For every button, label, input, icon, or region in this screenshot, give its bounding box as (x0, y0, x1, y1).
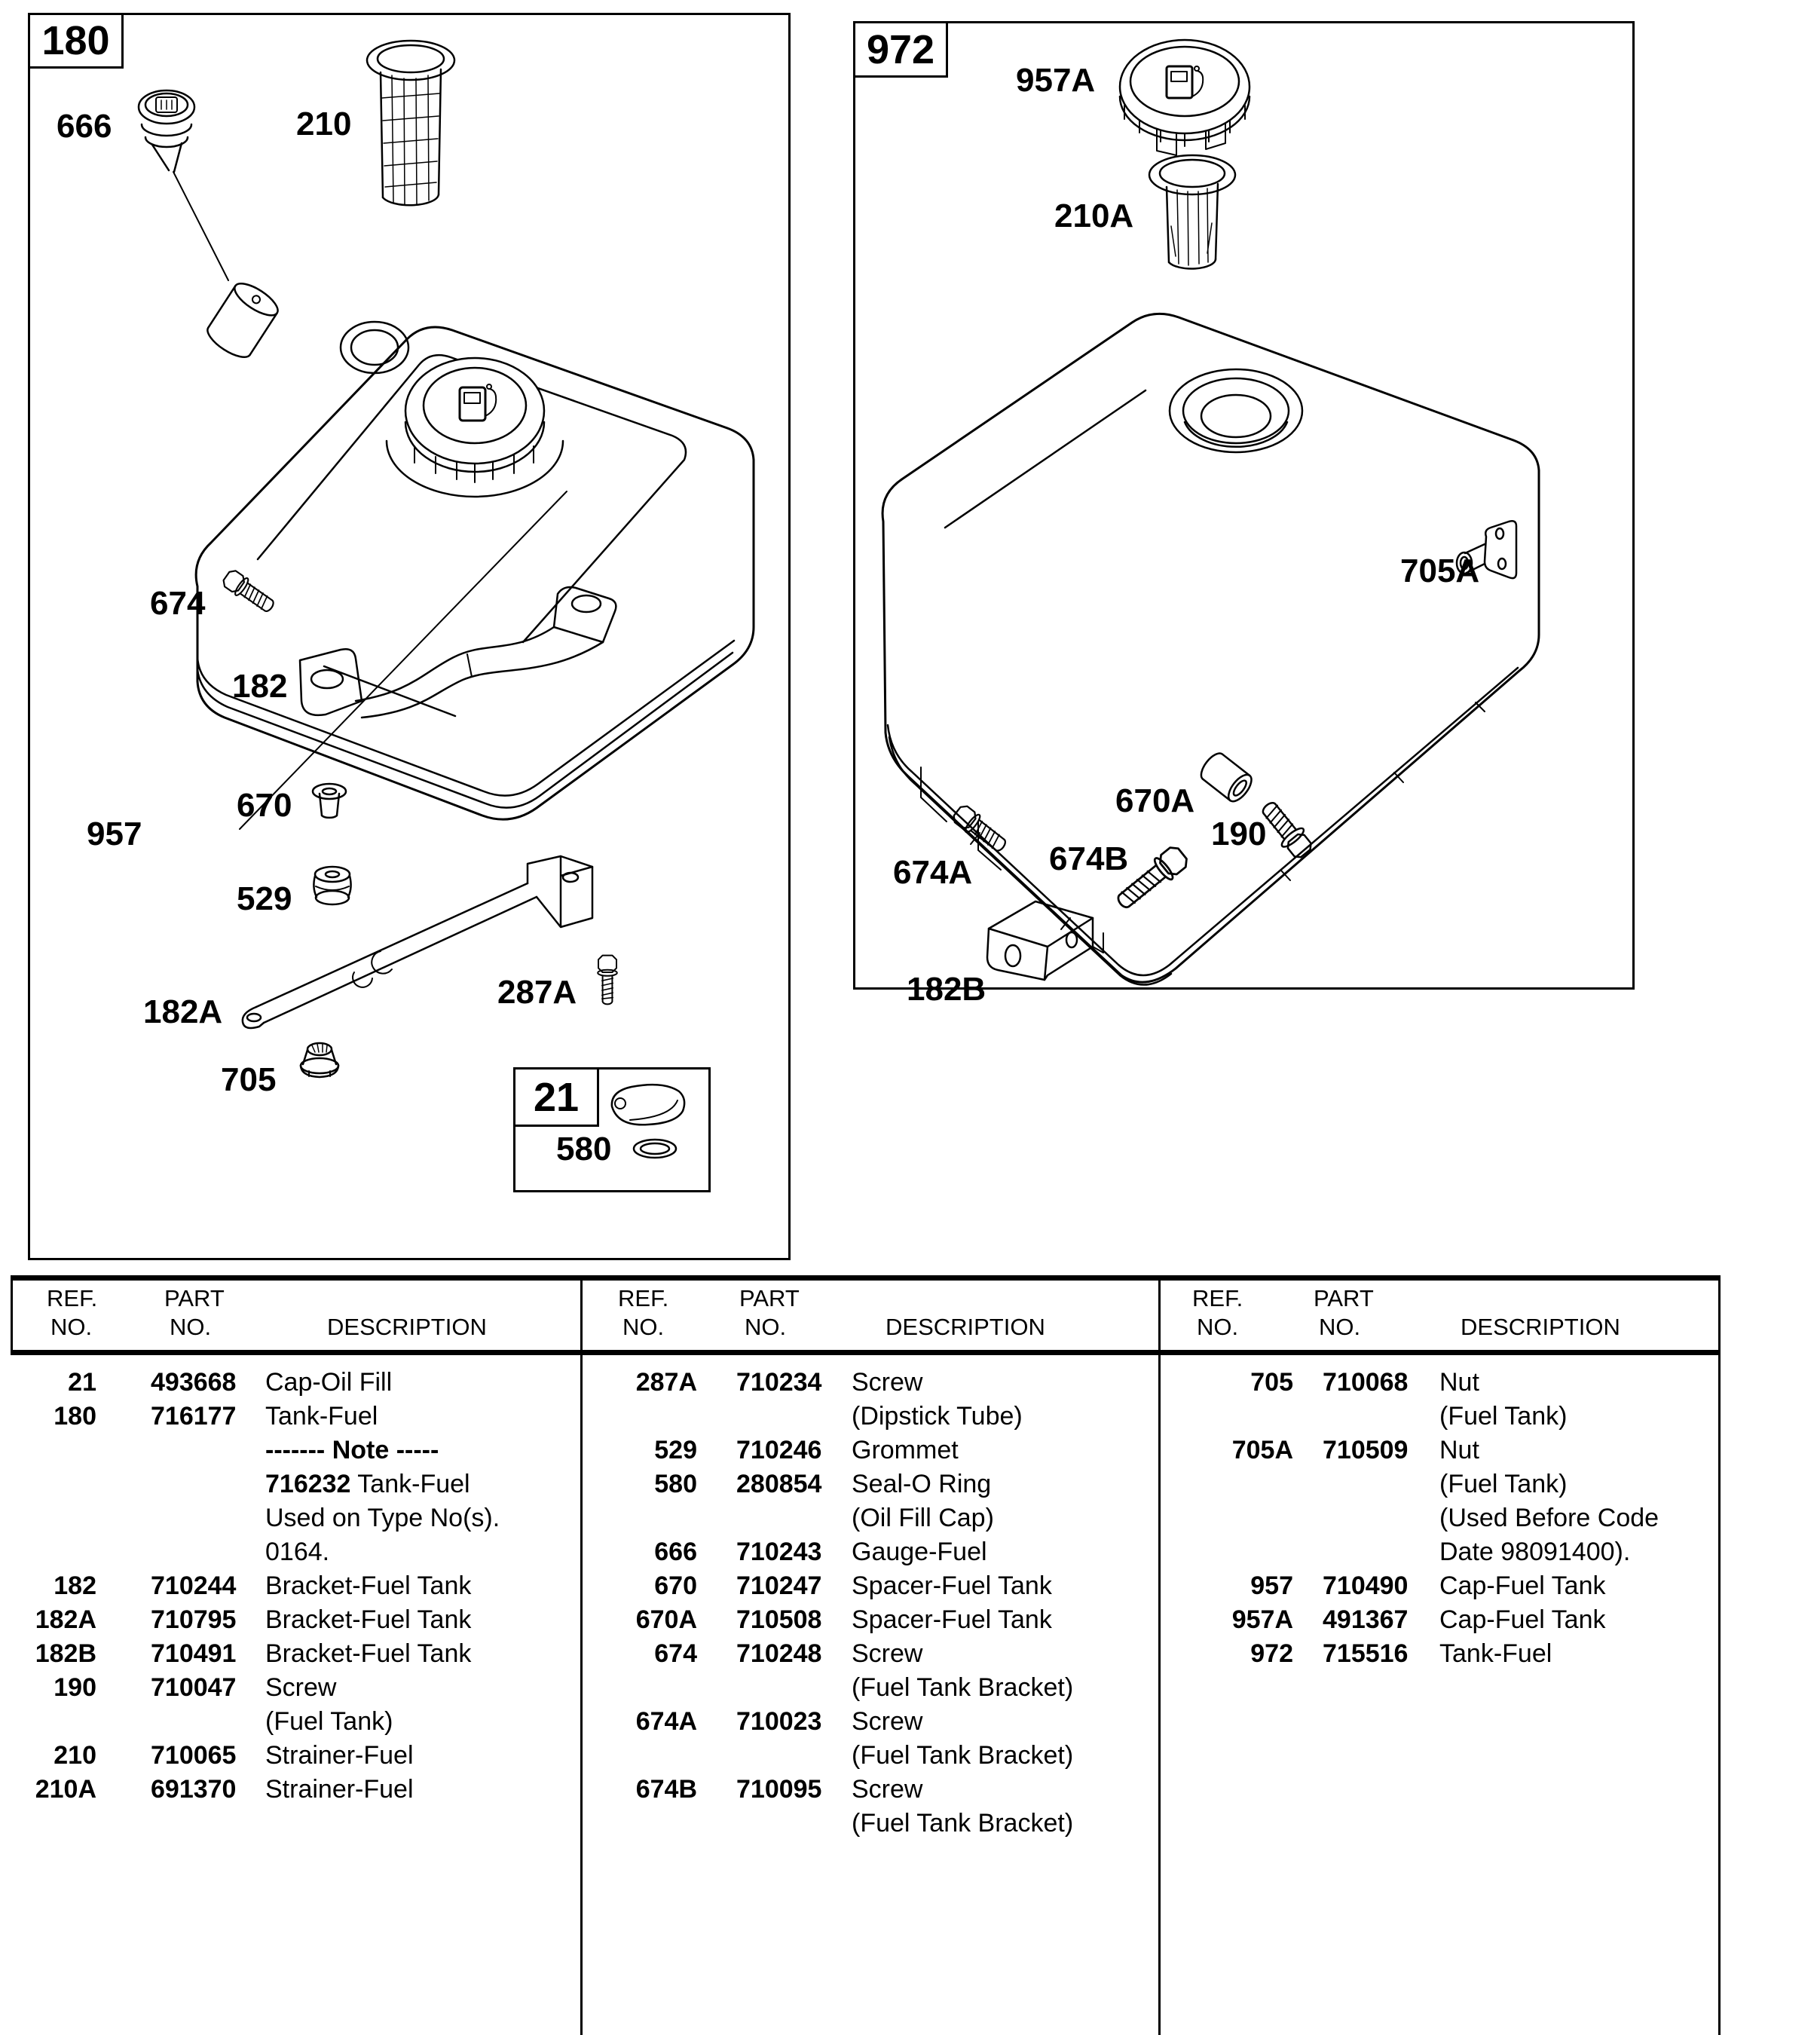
ref-no-cell: 210A (35, 1775, 96, 1804)
col3-header-part-line1: PART (1314, 1285, 1374, 1311)
description-cell: Bracket-Fuel Tank (265, 1571, 472, 1600)
callout-674: 674 (150, 585, 206, 622)
col2-header-ref-line2: NO. (622, 1314, 665, 1340)
description-cell: Date 98091400). (1439, 1538, 1631, 1566)
description-cell: ------- Note ----- (265, 1436, 439, 1464)
description-cell: (Fuel Tank) (1439, 1402, 1568, 1431)
ref-no-cell: 210 (54, 1741, 96, 1770)
group-number-21: 21 (533, 1074, 580, 1120)
part-no-cell: 710023 (736, 1707, 822, 1736)
table-row (11, 1569, 576, 1603)
table-row (1158, 1366, 1716, 1400)
description-cell: Grommet (852, 1436, 959, 1464)
table-top-border (11, 1275, 1721, 1281)
table-row (11, 1671, 576, 1705)
description-cell: (Oil Fill Cap) (852, 1504, 994, 1532)
group-number-972: 972 (866, 26, 935, 72)
description-cell: (Used Before Code (1439, 1504, 1659, 1532)
ref-no-cell: 674 (654, 1639, 697, 1668)
table-column-3 (1158, 1366, 1716, 1671)
table-row (1158, 1501, 1716, 1535)
part-no-cell: 716177 (151, 1402, 237, 1431)
table-row (11, 1366, 576, 1400)
description-cell: Screw (852, 1368, 923, 1397)
part-no-cell: 691370 (151, 1775, 237, 1804)
ref-no-cell: 666 (654, 1538, 697, 1566)
part-no-cell: 710068 (1323, 1368, 1409, 1397)
part-no-cell: 710795 (151, 1605, 237, 1634)
part-no-cell: 710509 (1323, 1436, 1409, 1464)
table-row (1158, 1535, 1716, 1569)
description-cell: 0164. (265, 1538, 330, 1566)
col1-header-part-line1: PART (164, 1285, 225, 1311)
ref-no-cell: 957 (1250, 1571, 1293, 1600)
table-row (580, 1467, 1153, 1501)
description-cell: Seal-O Ring (852, 1470, 992, 1498)
part-no-cell: 710248 (736, 1639, 822, 1668)
part-no-cell: 710243 (736, 1538, 822, 1566)
callout-529: 529 (237, 880, 292, 917)
ref-no-cell: 674A (635, 1707, 697, 1736)
description-cell: Nut (1439, 1368, 1479, 1397)
diagram-box-180-label (28, 13, 124, 69)
col3-header-ref-line2: NO. (1197, 1314, 1239, 1340)
col1-header-description: DESCRIPTION (327, 1314, 487, 1340)
callout-705A: 705A (1400, 552, 1480, 589)
ref-no-cell: 957A (1231, 1605, 1293, 1634)
table-row (11, 1773, 576, 1807)
table-column-2 (580, 1366, 1153, 1841)
table-row (11, 1467, 576, 1501)
description-cell: (Fuel Tank Bracket) (852, 1809, 1074, 1838)
table-column-1 (11, 1366, 576, 1807)
description-cell: (Fuel Tank) (1439, 1470, 1568, 1498)
description-cell: (Fuel Tank Bracket) (852, 1741, 1074, 1770)
description-cell: Screw (265, 1673, 337, 1702)
description-cell: Bracket-Fuel Tank (265, 1639, 472, 1668)
callout-670A: 670A (1115, 782, 1195, 819)
description-cell: Bracket-Fuel Tank (265, 1605, 472, 1634)
table-row (1158, 1467, 1716, 1501)
table-row (580, 1671, 1153, 1705)
part-no-cell: 491367 (1323, 1605, 1409, 1634)
table-row (580, 1705, 1153, 1739)
ref-no-cell: 182A (35, 1605, 96, 1634)
description-cell: Cap-Fuel Tank (1439, 1605, 1606, 1634)
ref-no-cell: 287A (635, 1368, 697, 1397)
table-row (580, 1807, 1153, 1841)
ref-no-cell: 21 (68, 1368, 96, 1397)
table-row (11, 1637, 576, 1671)
callout-287A: 287A (497, 974, 577, 1011)
callout-957: 957 (87, 816, 142, 852)
description-cell: Screw (852, 1707, 923, 1736)
description-cell: Screw (852, 1639, 923, 1668)
ref-no-cell: 670A (635, 1605, 697, 1634)
ref-no-cell: 182 (54, 1571, 96, 1600)
ref-no-cell: 705A (1231, 1436, 1293, 1464)
table-row (1158, 1603, 1716, 1637)
part-no-cell: 710491 (151, 1639, 237, 1668)
callout-666: 666 (57, 108, 112, 145)
table-row (1158, 1434, 1716, 1467)
table-row (11, 1501, 576, 1535)
part-no-cell: 493668 (151, 1368, 237, 1397)
part-no-cell: 710247 (736, 1571, 822, 1600)
table-row (1158, 1637, 1716, 1671)
part-no-cell: 715516 (1323, 1639, 1409, 1668)
table-row (11, 1603, 576, 1637)
callout-674A: 674A (893, 854, 973, 891)
table-row (11, 1400, 576, 1434)
part-no-cell: 710244 (151, 1571, 237, 1600)
part-no-cell: 710065 (151, 1741, 237, 1770)
callout-674B: 674B (1049, 840, 1129, 877)
col3-header-ref-line1: REF. (1192, 1285, 1243, 1311)
ref-no-cell: 670 (654, 1571, 697, 1600)
col2-header-part-line1: PART (739, 1285, 800, 1311)
description-cell: 716232 Tank-Fuel (265, 1470, 470, 1498)
ref-no-cell: 182B (35, 1639, 96, 1668)
description-cell: Nut (1439, 1436, 1479, 1464)
inset-box-21-label (513, 1067, 599, 1127)
callout-182B: 182B (907, 971, 986, 1008)
col2-header-part-line2: NO. (745, 1314, 787, 1340)
table-header-border (11, 1350, 1721, 1355)
description-cell: Cap-Oil Fill (265, 1368, 393, 1397)
ref-no-cell: 674B (635, 1775, 697, 1804)
description-cell: Screw (852, 1775, 923, 1804)
table-row (11, 1434, 576, 1467)
table-left-border (11, 1275, 13, 1355)
ref-no-cell: 972 (1250, 1639, 1293, 1668)
callout-670: 670 (237, 787, 292, 824)
description-cell: (Dipstick Tube) (852, 1402, 1023, 1431)
part-no-cell: 280854 (736, 1470, 822, 1498)
part-no-cell: 710047 (151, 1673, 237, 1702)
part-no-cell: 710490 (1323, 1571, 1409, 1600)
ref-no-cell: 529 (654, 1436, 697, 1464)
description-cell: Spacer-Fuel Tank (852, 1605, 1052, 1634)
description-cell: Gauge-Fuel (852, 1538, 987, 1566)
callout-210: 210 (296, 106, 352, 142)
description-cell: Spacer-Fuel Tank (852, 1571, 1052, 1600)
table-right-border (1718, 1275, 1721, 2035)
table-row (580, 1366, 1153, 1400)
callout-705: 705 (221, 1061, 277, 1098)
part-no-cell: 710095 (736, 1775, 822, 1804)
ref-no-cell: 705 (1250, 1368, 1293, 1397)
table-row (11, 1739, 576, 1773)
callout-580: 580 (556, 1131, 612, 1167)
callout-210A: 210A (1054, 197, 1134, 234)
description-cell: Cap-Fuel Tank (1439, 1571, 1606, 1600)
ref-no-cell: 190 (54, 1673, 96, 1702)
table-row (580, 1603, 1153, 1637)
description-cell: Used on Type No(s). (265, 1504, 500, 1532)
col3-header-description: DESCRIPTION (1461, 1314, 1620, 1340)
description-cell: Tank-Fuel (1439, 1639, 1552, 1668)
description-cell: (Fuel Tank) (265, 1707, 393, 1736)
table-row (580, 1637, 1153, 1671)
part-no-cell: 710508 (736, 1605, 822, 1634)
col3-header-part-line2: NO. (1319, 1314, 1361, 1340)
col1-header-ref-line2: NO. (50, 1314, 93, 1340)
col1-header-ref-line1: REF. (47, 1285, 98, 1311)
table-row (1158, 1569, 1716, 1603)
ref-no-cell: 180 (54, 1402, 96, 1431)
description-cell: (Fuel Tank Bracket) (852, 1673, 1074, 1702)
table-row (580, 1535, 1153, 1569)
callout-182: 182 (232, 668, 288, 705)
part-no-cell: 710246 (736, 1436, 822, 1464)
table-row (580, 1739, 1153, 1773)
ref-no-cell: 580 (654, 1470, 697, 1498)
callout-957A: 957A (1016, 62, 1096, 99)
description-cell: Strainer-Fuel (265, 1775, 414, 1804)
description-cell: Strainer-Fuel (265, 1741, 414, 1770)
table-row (580, 1501, 1153, 1535)
table-row (1158, 1400, 1716, 1434)
table-row (11, 1535, 576, 1569)
col1-header-part-line2: NO. (170, 1314, 212, 1340)
table-row (11, 1705, 576, 1739)
callout-182A: 182A (143, 993, 223, 1030)
col2-header-description: DESCRIPTION (886, 1314, 1045, 1340)
diagram-box-972-label (853, 21, 948, 78)
callout-190: 190 (1211, 816, 1267, 852)
part-no-cell: 710234 (736, 1368, 822, 1397)
table-row (580, 1434, 1153, 1467)
table-row (580, 1773, 1153, 1807)
col2-header-ref-line1: REF. (618, 1285, 669, 1311)
table-row (580, 1569, 1153, 1603)
description-cell: Tank-Fuel (265, 1402, 378, 1431)
table-row (580, 1400, 1153, 1434)
group-number-180: 180 (41, 18, 110, 63)
